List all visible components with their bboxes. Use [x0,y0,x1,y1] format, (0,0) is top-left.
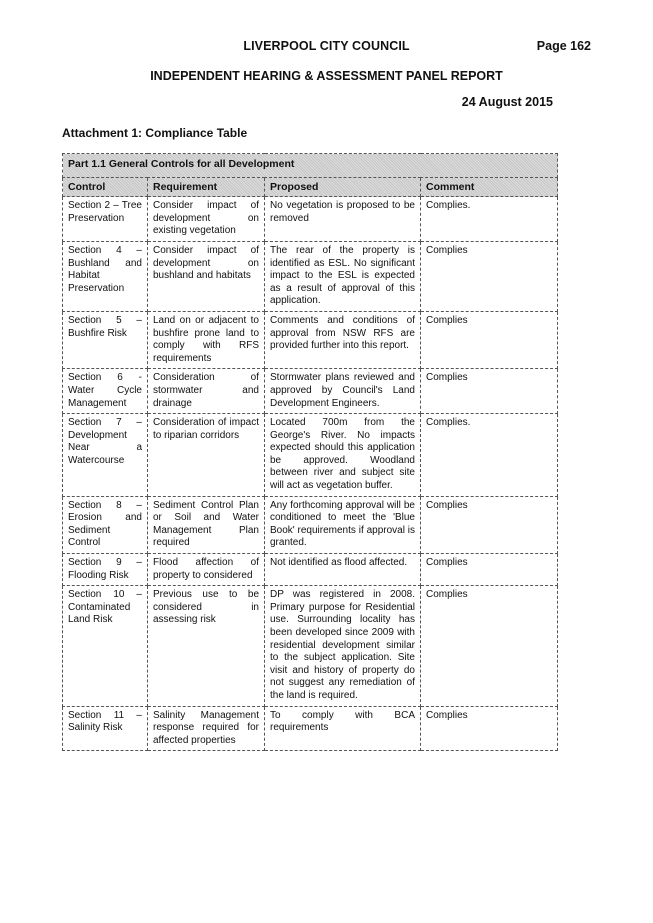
column-header-control: Control [63,177,148,197]
table-row [63,586,558,706]
requirement-cell: Consider impact of development on bushland and habitats [148,241,265,311]
requirement-cell: Land on or adjacent to bushfire prone land to comply with RFS requirements [148,311,265,368]
attachment-title: Attachment 1: Compliance Table [62,126,248,140]
requirement-cell: Flood affection of property to considered [148,554,265,586]
comment-cell: Complies. [421,197,558,242]
report-date: 24 August 2015 [461,95,553,109]
page-number: Page 162 [536,39,591,53]
proposed-cell: Located 700m from the George's River. No impacts expected should this application be approved. Woodland between river and subject site will act as vegetation buffer. [265,414,421,497]
table-row [63,241,558,311]
requirement-cell: Consider impact of development on existing vegetation [148,197,265,242]
table-row [63,369,558,414]
comment-cell: Complies [421,706,558,751]
requirement-cell: Consideration of stormwater and drainage [148,369,265,414]
comment-cell: Complies [421,586,558,706]
table-row [63,706,558,751]
control-cell: Section 9 – Flooding Risk [63,554,148,586]
comment-cell: Complies [421,369,558,414]
control-cell: Section 2 – Tree Preservation [63,197,148,242]
council-name: LIVERPOOL CITY COUNCIL [243,39,410,53]
compliance-table [62,153,558,751]
table-row [63,311,558,368]
comment-cell: Complies [421,496,558,553]
column-header-row [63,177,558,197]
requirement-cell: Consideration of impact to riparian corridors [148,414,265,497]
column-header-proposed: Proposed [265,177,421,197]
proposed-cell: DP was registered in 2008. Primary purpose for Residential use. Surrounding locality has been developed since 2009 with residential development similar to the subject application. Site visit and history of property do not suggest any remediation of the land is required. [265,586,421,706]
proposed-cell: No vegetation is proposed to be removed [265,197,421,242]
control-cell: Section 10 – Contaminated Land Risk [63,586,148,706]
report-title: INDEPENDENT HEARING & ASSESSMENT PANEL REPORT [150,69,503,83]
control-cell: Section 6 - Water Cycle Management [63,369,148,414]
requirement-cell: Previous use to be considered in assessing risk [148,586,265,706]
comment-cell: Complies [421,554,558,586]
table-row [63,414,558,497]
control-cell: Section 11 – Salinity Risk [63,706,148,751]
requirement-cell: Salinity Management response required for affected properties [148,706,265,751]
proposed-cell: Stormwater plans reviewed and approved by Council's Land Development Engineers. [265,369,421,414]
table-row [63,554,558,586]
control-cell: Section 5 – Bushfire Risk [63,311,148,368]
table-row [63,197,558,242]
comment-cell: Complies [421,241,558,311]
requirement-cell: Sediment Control Plan or Soil and Water Management Plan required [148,496,265,553]
column-header-requirement: Requirement [148,177,265,197]
column-header-comment: Comment [421,177,558,197]
part-title: Part 1.1 General Controls for all Development [63,154,558,178]
comment-cell: Complies [421,311,558,368]
control-cell: Section 7 – Development Near a Watercourse [63,414,148,497]
proposed-cell: Any forthcoming approval will be conditioned to meet the 'Blue Book' requirements if approval is granted. [265,496,421,553]
comment-cell: Complies. [421,414,558,497]
control-cell: Section 4 – Bushland and Habitat Preservation [63,241,148,311]
proposed-cell: Not identified as flood affected. [265,554,421,586]
proposed-cell: Comments and conditions of approval from NSW RFS are provided further into this report. [265,311,421,368]
proposed-cell: The rear of the property is identified as ESL. No significant impact to the ESL is expected as a result of approval of this application. [265,241,421,311]
proposed-cell: To comply with BCA requirements [265,706,421,751]
table-row [63,496,558,553]
control-cell: Section 8 – Erosion and Sediment Control [63,496,148,553]
part-title-row [63,154,558,178]
